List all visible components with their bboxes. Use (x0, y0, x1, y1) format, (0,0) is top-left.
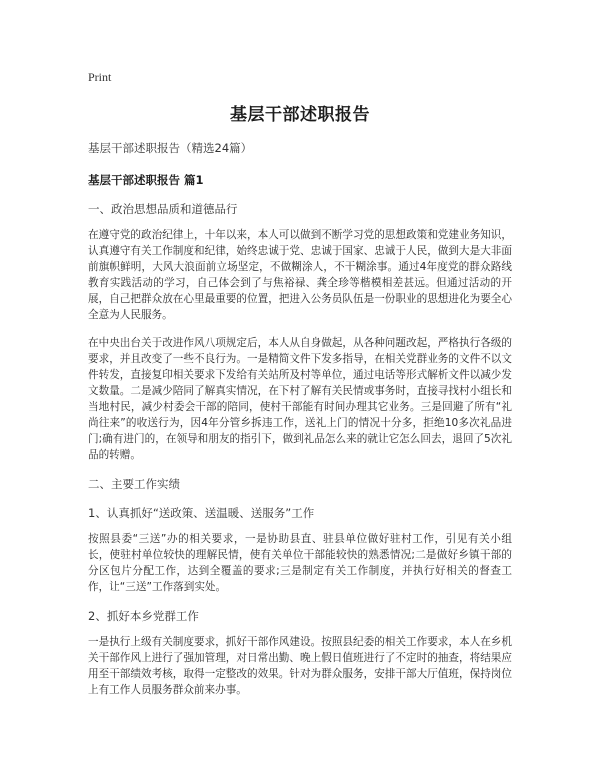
page-title: 基层干部述职报告 (230, 105, 370, 125)
paragraph-party-work: 一是执行上级有关制度要求，抓好干部作风建设。按照县纪委的相关工作要求，本人在乡机关干部作风上进行了强加管理，对日常出勤、晚上假日值班进行了不定时的抽查，将结果应用至干部绩效考核，取得一定整改的效果。针对为群众服务，安排干部大厅值班，保持岗位上有工作人员服务群众前来办事。 (88, 636, 512, 696)
heading-work-achievements: 二、主要工作实绩 (88, 477, 180, 491)
document-subtitle: 基层干部述职报告（精选24篇） (88, 141, 253, 155)
paragraph-three-sends: 按照县委“三送”办的相关要求，一是协助县直、驻县单位做好驻村工作，引见有关小组长，使驻村单位较快的理解民情，使有关单位干部能较快的熟悉情况;二是做好乡镇干部的分区包片分配工作，达到全覆盖的要求;三是制定有关工作制度，并执行好相关的督查工作，让“三送”工作落到实处。 (88, 533, 512, 593)
section-heading: 基层干部述职报告 篇1 (88, 173, 204, 187)
heading-party-work: 2、抓好本乡党群工作 (88, 609, 199, 623)
heading-political-quality: 一、政治思想品质和道德品行 (88, 202, 238, 216)
print-label: Print (88, 70, 112, 84)
heading-three-sends: 1、认真抓好“送政策、送温暖、送服务”工作 (88, 506, 315, 520)
paragraph-political-discipline: 在遵守党的政治纪律上，十年以来，本人可以做到不断学习党的思想政策和党建业务知识，认真遵守有关工作制度和纪律，始终忠诚于党、忠诚于国家、忠诚于人民，做到大是大非面前旗帜鲜明，大风大浪面前立场坚定，不做糊涂人，不干糊涂事。通过4年度党的群众路线教育实践活动的学习，自己体会到了与焦裕禄、龚全珍等楷模相差甚远。但通过活动的开展，自己把群众放在心里最重要的位置，把进入公务员队伍是一份职业的思想进化为要全心全意为人民服务。 (88, 229, 512, 321)
paragraph-eight-rules: 在中央出台关于改进作风八项规定后，本人从自身做起，从各种问题改起，严格执行各级的要求，并且改变了一些不良行为。一是精简文件下发多指导，在相关党群业务的文件不以文件转发，直接复印相关要求下发给有关站所及村等单位，通过电话等形式解析文件以减少发文数量。二是减少陪同了解真实情况，在下村了解有关民情或事务时，直接寻找村小组长和当地村民，减少村委会干部的陪同，使村干部能有时间办理其它业务。三是回避了所有“礼尚往来”的收送行为，因4年分管乡拆违工作，送礼上门的情况十分多，拒绝10多次礼品进门;确有进门的，在领导和朋友的指引下，做到礼品怎么来的就让它怎么回去，退回了5次礼品的转赠。 (88, 337, 512, 461)
